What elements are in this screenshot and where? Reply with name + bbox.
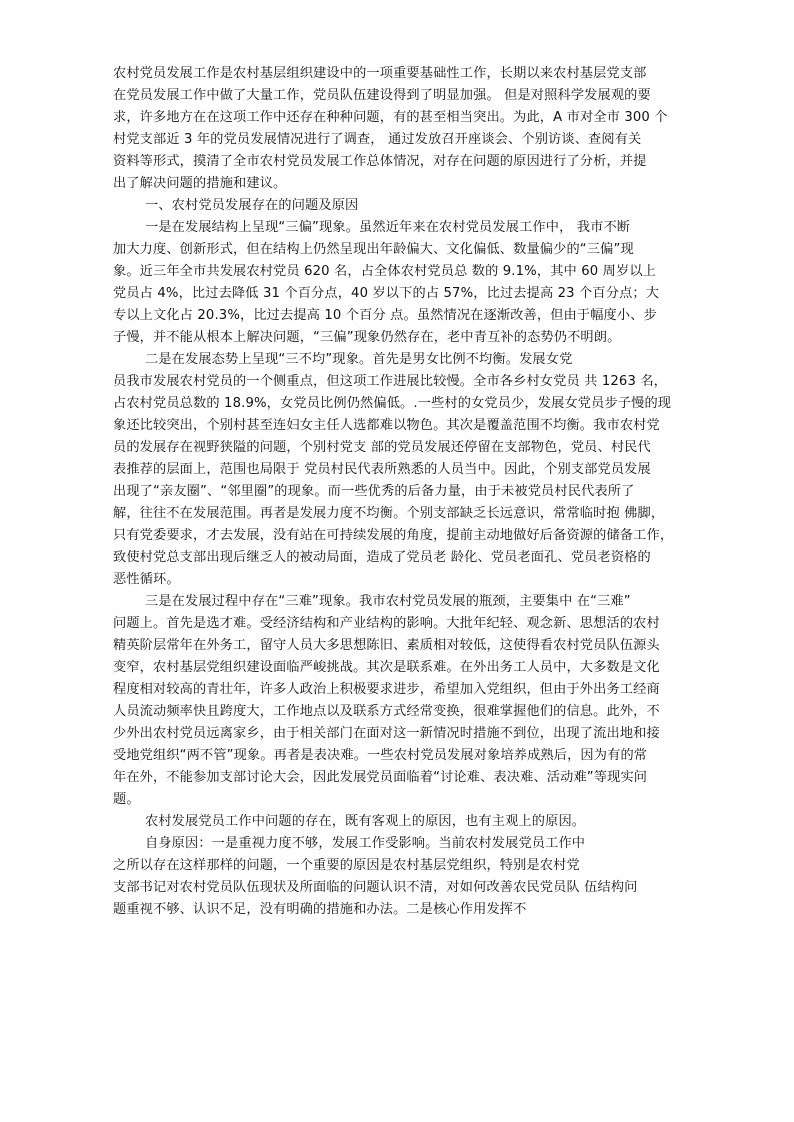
paragraph-line: 出了解决问题的措施和建议。 xyxy=(113,176,287,191)
paragraph-line: 恶性循环。 xyxy=(113,572,180,587)
paragraph-line: 求，许多地方在在这项工作中还存在种种问题，有的甚至相当突出。为此，A 市对全市 300 个 xyxy=(113,110,668,125)
paragraph-line: 支部书记对农村党员队伍现状及所面临的问题认识不清，对如何改善农民党员队 伍结构问 xyxy=(113,880,638,895)
paragraph-line: 只有党委要求，才去发展，没有站在可持续发展的角度，提前主动地做好后备资源的储备工作， xyxy=(113,528,674,543)
paragraph-line: 少外出农村党员远离家乡，由于相关部门在面对这一新情况时措施不到位，出现了流出地和接 xyxy=(113,726,660,741)
paragraph-line: 加大力度、创新形式，但在结构上仍然呈现出年龄偏大、文化偏低、数量偏少的“三偏”现 xyxy=(113,242,634,257)
paragraph-line: 出现了“亲友圈”、“邻里圈”的现象。而一些优秀的后备力量，由于未被党员村民代表所了 xyxy=(113,484,635,499)
paragraph-line: 题。 xyxy=(113,792,140,807)
paragraph-line: 年在外，不能参加支部讨论大会，因此发展党员面临着“讨论难、表决难、活动难”等现实问 xyxy=(113,770,648,785)
paragraph-line: 农村党员发展工作是农村基层组织建设中的一项重要基础性工作，长期以来农村基层党支部 xyxy=(113,66,647,81)
paragraph-line: 精英阶层常年在外务工，留守人员大多思想陈旧、素质相对较低，这使得看农村党员队伍源头 xyxy=(113,638,660,653)
paragraph-line: 子慢，并不能从根本上解决问题，“三偏”现象仍然存在，老中青互补的态势仍不明朗。 xyxy=(113,330,621,345)
paragraph-line: 员的发展存在视野狭隘的问题，个别村党支 部的党员发展还停留在支部物色，党员、村民代 xyxy=(113,440,651,455)
paragraph-line: 三是在发展过程中存在“三难”现象。我市农村党员发展的瓶颈，主要集中 在“三难” xyxy=(145,594,631,609)
paragraph-line: 变窄，农村基层党组织建设面临严峻挑战。其次是联系难。在外出务工人员中，大多数是文化 xyxy=(113,660,660,675)
paragraph-line: 在党员发展工作中做了大量工作，党员队伍建设得到了明显加强。 但是对照科学发展观的要 xyxy=(113,88,651,103)
paragraph-line: 专以上文化占 20.3%，比过去提高 10 个百分 点。虽然情况在逐渐改善，但由于幅度小、步 xyxy=(113,308,657,323)
paragraph-line: 象。近三年全市共发展农村党员 620 名，占全体农村党员总 数的 9.1%，其中 60 周岁以上 xyxy=(113,264,656,279)
paragraph-line: 资料等形式，摸清了全市农村党员发展工作总体情况，对存在问题的原因进行了分析，并提 xyxy=(113,154,647,169)
paragraph-line: 受地党组织“两不管”现象。再者是表决难。一些农村党员发展对象培养成熟后，因为有的常 xyxy=(113,748,648,763)
paragraph-line: 象还比较突出，个别村甚至连妇女主任人选都难以物色。其次是覆盖范围不均衡。我市农村党 xyxy=(113,418,660,433)
paragraph-line: 程度相对较高的青壮年，许多人政治上积极要求进步，希望加入党组织，但由于外出务工经商 xyxy=(113,682,660,697)
paragraph-line: 表推荐的层面上，范围也局限于 党员村民代表所熟悉的人员当中。因此，个别支部党员发展 xyxy=(113,462,651,477)
section-heading: 一、农村党员发展存在的问题及原因 xyxy=(145,198,359,213)
paragraph-line: 村党支部近 3 年的党员发展情况进行了调查， 通过发放召开座谈会、个别访谈、查阅有关 xyxy=(113,132,642,147)
paragraph-line: 占农村党员总数的 18.9%，女党员比例仍然偏低。.一些村的女党员少，发展女党员步子慢的现 xyxy=(113,396,672,411)
paragraph-line: 自身原因：一是重视力度不够，发展工作受影响。当前农村发展党员工作中 xyxy=(145,836,586,851)
paragraph-line: 解，往往不在发展范围。再者是发展力度不均衡。个别支部缺乏长远意识，常常临时抱 佛脚， xyxy=(113,506,665,521)
paragraph-line: 一是在发展结构上呈现“三偏”现象。虽然近年来在农村党员发展工作中， 我市不断 xyxy=(145,220,631,235)
paragraph-line: 题重视不够、认识不足，没有明确的措施和办法。二是核心作用发挥不 xyxy=(113,902,527,917)
paragraph-line: 农村发展党员工作中问题的存在，既有客观上的原因，也有主观上的原因。 xyxy=(145,814,586,829)
paragraph-line: 问题上。首先是选才难。受经济结构和产业结构的影响。大批年纪轻、观念新、思想活的农村 xyxy=(113,616,660,631)
paragraph-line: 之所以存在这样那样的问题，一个重要的原因是农村基层党组织，特别是农村党 xyxy=(113,858,580,873)
paragraph-line: 人员流动频率快且跨度大，工作地点以及联系方式经常变换，很难掌握他们的信息。此外，不 xyxy=(113,704,660,719)
paragraph-line: 党员占 4%，比过去降低 31 个百分点，40 岁以下的占 57%，比过去提高 23 个百分点；大 xyxy=(113,286,660,301)
paragraph-line: 致使村党总支部出现后继乏人的被动局面，造成了党员老 龄化、党员老面孔、党员老资格的 xyxy=(113,550,651,565)
paragraph-line: 员我市发展农村党员的一个侧重点，但这项工作进展比较慢。全市各乡村女党员 共 1263 名， xyxy=(113,374,668,389)
paragraph-line: 二是在发展态势上呈现“三不均”现象。首先是男女比例不均衡。发展女党 xyxy=(145,352,573,367)
